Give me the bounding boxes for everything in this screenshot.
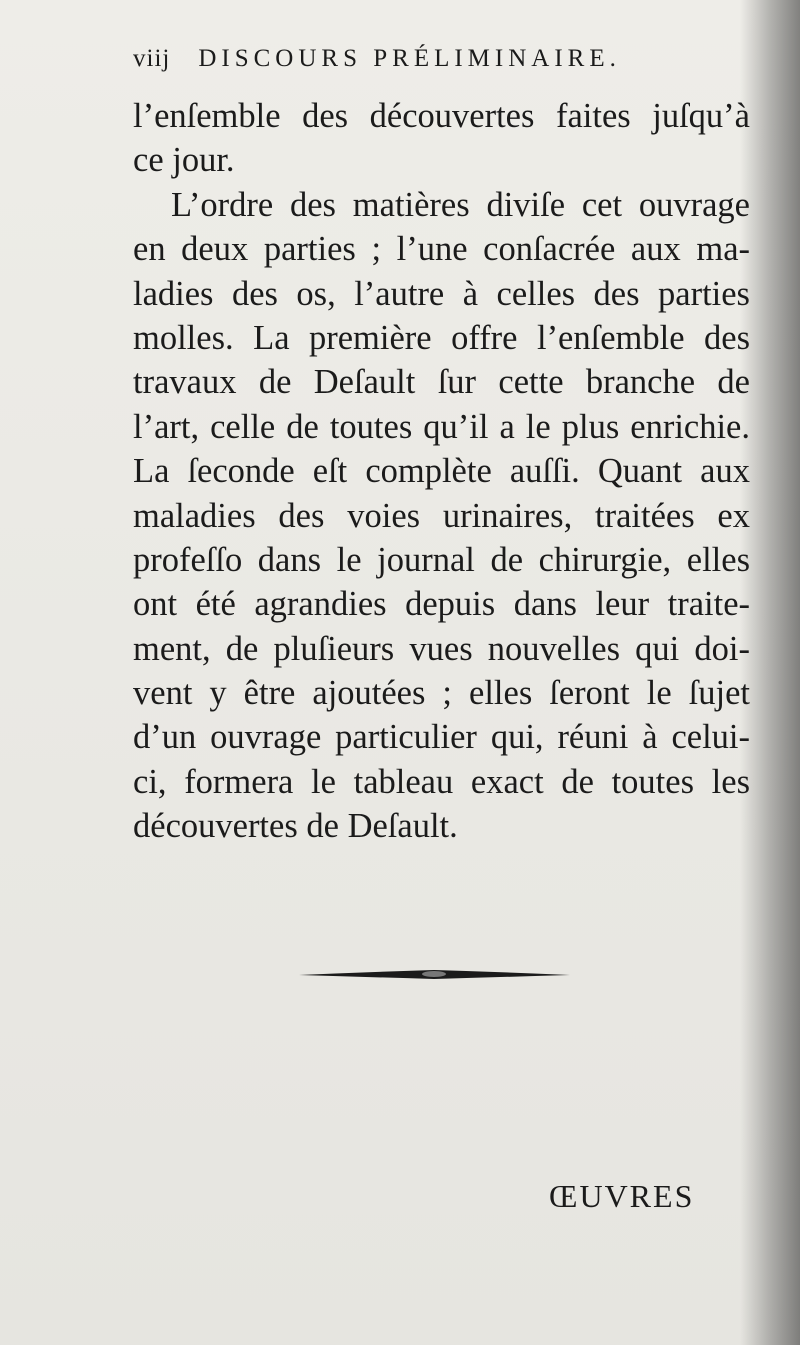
text-line: ladies des os, l’autre à celles des parties (133, 274, 750, 313)
text-line: profeſſo dans le journal de chirurgie, elles (133, 540, 750, 579)
text-line: ont été agrandies depuis dans leur traite- (133, 585, 750, 624)
text-line: molles. La première offre l’enſemble des (133, 318, 750, 357)
text-line: L’ordre des matières diviſe cet ouvrage (171, 185, 750, 224)
text-line: découvertes de Deſault. (133, 807, 458, 846)
page-number: viij (133, 45, 171, 72)
text-line: travaux de Deſault ſur cette branche de (133, 363, 750, 402)
running-header (133, 45, 753, 73)
text-line: d’un ouvrage particulier qui, réuni à celui- (133, 718, 750, 757)
text-line: ce jour. (133, 141, 235, 180)
text-line: l’enſemble des découvertes faites juſqu’à (133, 97, 750, 135)
text-line: ci, formera le tableau exact de toutes les (133, 762, 750, 801)
body-text (133, 94, 750, 849)
text-line: ment, de pluſieurs vues nouvelles qui doi- (133, 629, 750, 668)
text-line: vent y être ajoutées ; elles ſeront le ſujet (133, 674, 750, 713)
text-line: maladies des voies urinaires, traitées ex (133, 496, 750, 535)
text-line: en deux parties ; l’une conſacrée aux ma- (133, 230, 750, 269)
ornament-rule (297, 965, 572, 983)
text-line: La ſeconde eſt complète auſſi. Quant aux (133, 452, 750, 491)
running-title: DISCOURS PRÉLIMINAIRE. (198, 45, 621, 72)
catchword: ŒUVRES (549, 1178, 695, 1214)
text-line: l’art, celle de toutes qu’il a le plus enrichie. (133, 407, 750, 446)
